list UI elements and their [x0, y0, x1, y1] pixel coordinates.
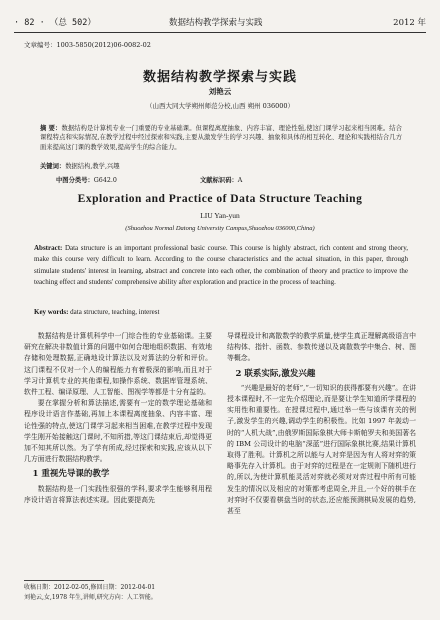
section-heading: 2 联系实际,激发兴趣 — [235, 368, 316, 379]
affiliation-en: (Shuozhou Normal Datong University Campus,Shuozhou 036000,China) — [125, 225, 315, 232]
abstract-en-label: Abstract: — [34, 244, 63, 252]
doc-code: 文献标识码：A — [200, 177, 243, 184]
abstract-en — [34, 243, 408, 289]
author-cn: 刘艳云 — [208, 87, 232, 96]
footnote-bio: 刘艳云,女,1978 年生,讲师,研究方向：人工智能。 — [24, 594, 157, 601]
paragraph: 数据结构是计算机科学中一门综合性的专业基础课。主要研究在解决非数值计算的问题中如何合理地组织数据、有效地存储和处理数据,正确地设计算法以及对算法的分析和评价。这门课程不仅对一个人的编程能力有着极深的影响,而且对于学习计算机专业的其他课程,如操作系统、数据库管理系统、软件工程、编译原理、人工智能、图视学等都是十分有益的。 — [24, 332, 212, 397]
section-heading: 1 重视先导课的教学 — [32, 469, 110, 480]
footnote-received: 收稿日期：2012-02-05,修回日期：2012-04-01 — [24, 584, 156, 591]
running-header — [14, 14, 426, 30]
title-en: Exploration and Practice of Data Structure Teaching — [77, 193, 363, 205]
body-left-column — [24, 331, 212, 506]
keywords-en: Key words: data structure, teaching, interest — [34, 308, 160, 316]
keywords-cn: 关键词：数据结构,教学,兴趣 — [40, 163, 120, 170]
abstract-cn-text: 数据结构是计算机专业一门重要的专业基础课。但课程离度抽象、内容丰富、理论性强,使这门课学习起来相当困难。结合课程特点和实际情况,在教学过程中经过探索和实践,主要从激发学生的学习兴趣、抽象和具体的相互转化、理论和实践相结合几方面来提高这门课的教学效果,提高学生的综合能力。 — [40, 125, 402, 151]
paragraph: 数据结构是一门实践性很强的学科,要求学生能够利用程序设计语言将算法表述实现。因此要提高先 — [24, 484, 212, 504]
title-cn: 数据结构教学探索与实践 — [142, 70, 297, 85]
footnote — [24, 583, 416, 603]
year: 2012 年 — [393, 18, 426, 28]
classification: 中图分类号：G642.0 — [56, 177, 117, 184]
abstract-cn — [40, 124, 402, 152]
paragraph: 要在掌握分析和算法描述,需要有一定的数学理论基础和程序设计语言作基础,再加上本课程离度抽象、内容丰富、理论性强的特点,使这门课学习起来相当困难,在教学过程中发现学生刚开始接触这门课时,不知所措,等这门课结束后,却觉得更加不知其所以然。为了学有所成,经过探索和实践,应该从以下几方面进行数据结构教学。 — [24, 399, 212, 464]
article-id: 文章编号：1003-5850(2012)06-0082-02 — [24, 41, 151, 49]
journal-title: 数据结构教学探索与实践 — [169, 18, 263, 28]
paragraph: “兴趣是最好的老师”,“一切知识的获得都要有兴趣”。在讲授本课程时,不一定先介绍理论,而是要让学生知道所学课程的实用性和重要性。在授课过程中,通过举一些与该课有关的例子,激发学生的兴趣,调动学生的积极性。比如 1997 年轰动一时的“人机大战”,由俄罗斯国际象棋大师卡斯帕罗夫和美国著名的 IBM 公司设计的电脑“深蓝”进行国际象棋比赛,结果计算机取得了胜利。计算机之所以能与人对弈是因为有人将对弈的策略事先存入计算机。由于对弈的过程是在一定规则下随机进行的,所以,为使计算机能灵活对弈就必须对对弈过程中所有可能发生的情况以及相应的对策都考虑周全,并且,一个好的棋手在对弈时不仅要看棋盘当时的状态,还应能预测棋局发展的趋势,甚至 — [227, 383, 416, 516]
header-rule — [14, 32, 426, 33]
page-number: · 82 · （总 502） — [14, 18, 96, 28]
paragraph: 导课程设计和离散数学的教学质量,使学生真正理解离级语言中结构体、指针、函数、参数传递以及离散数学中集合、树、图等概念。 — [227, 332, 416, 363]
author-en: LIU Yan-yun — [200, 211, 240, 220]
footnote-rule — [24, 580, 104, 581]
affiliation-cn: （山西大同大学朔州师范分校,山西 朔州 036000） — [145, 102, 294, 110]
abstract-cn-label: 摘 要： — [40, 125, 62, 132]
body-right-column — [227, 331, 416, 517]
abstract-en-text: Data structure is an important professional basic course. This course is highly abstract, rich content and strong theory, make this course very difficult to learn. According to the course characteristics and the actual situation, in this paper, through stimulate students' interest in learning, abstract and concrete into each other, the combination of theory and practice to improve the teaching effect and students' comprehensive ability after exploration and practice in the process of teaching. — [34, 244, 409, 287]
